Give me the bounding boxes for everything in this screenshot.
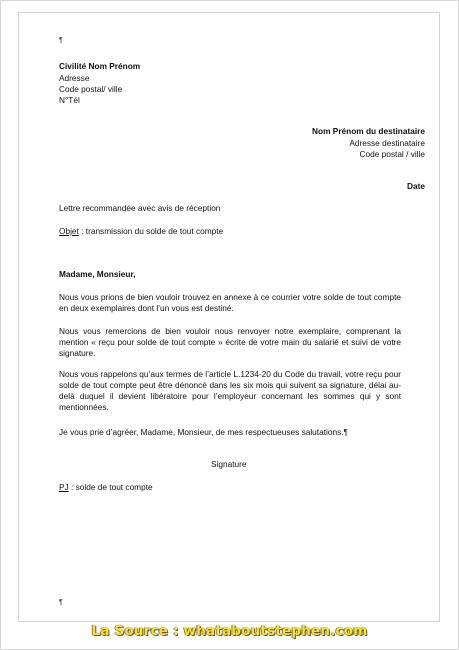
recipient-address: Adresse destinataire [349,138,425,148]
source-watermark: La Source : whataboutstephen.com [91,623,368,639]
subject-label: Objet [59,226,79,236]
recipient-postal-city: Code postal / ville [359,149,425,159]
sender-name: Civilité Nom Prénom [59,61,141,71]
sender-address: Adresse [59,73,90,83]
paragraph-annex: Nous vous prions de bien vouloir trouvez en annexe à ce courrier votre solde de tout compte en deux exemplaires dont l’un vous est destiné. [59,292,401,313]
attachment-label: PJ [59,482,69,492]
attachment-text: : solde de tout compte [68,482,153,492]
recipient-name: Nom Prénom du destinataire [312,126,425,136]
subject-line [59,226,223,237]
attachment-line [59,482,153,493]
letter-date: Date [407,181,425,191]
delivery-mode: Lettre recommandée avec avis de réception [59,203,221,213]
salutation: Madame, Monsieur, [59,269,136,279]
bottom-paragraph-mark: ¶ [59,599,63,606]
top-paragraph-mark: ¶ [59,37,63,44]
closing-formula: Je vous prie d’agréer, Madame, Monsieur, de mes respectueuses salutations.¶ [59,427,349,437]
signature-label: Signature [211,459,247,469]
sender-phone: N°Tél [59,95,80,105]
paragraph-legal-reminder: Nous vous rappelons qu’aux termes de l’article L.1234-20 du Code du travail, votre reçu pour solde de tout compte peut être dénoncé dans les six mois qui suivent sa signature, délai au-delà duquel il devient libératoire pour l’employeur concernant les sommes qui y sont mentionnées. [59,369,401,412]
subject-text: : transmission du solde de tout compte [78,226,224,236]
letter-page [18,12,440,622]
paragraph-return-copy: Nous vous remercions de bien vouloir nous renvoyer notre exemplaire, comprenant la mention « reçu pour solde de tout compte » écrite de votre main du salarié et suivi de votre signature. [59,326,401,358]
sender-postal-city: Code postal/ ville [59,84,123,94]
